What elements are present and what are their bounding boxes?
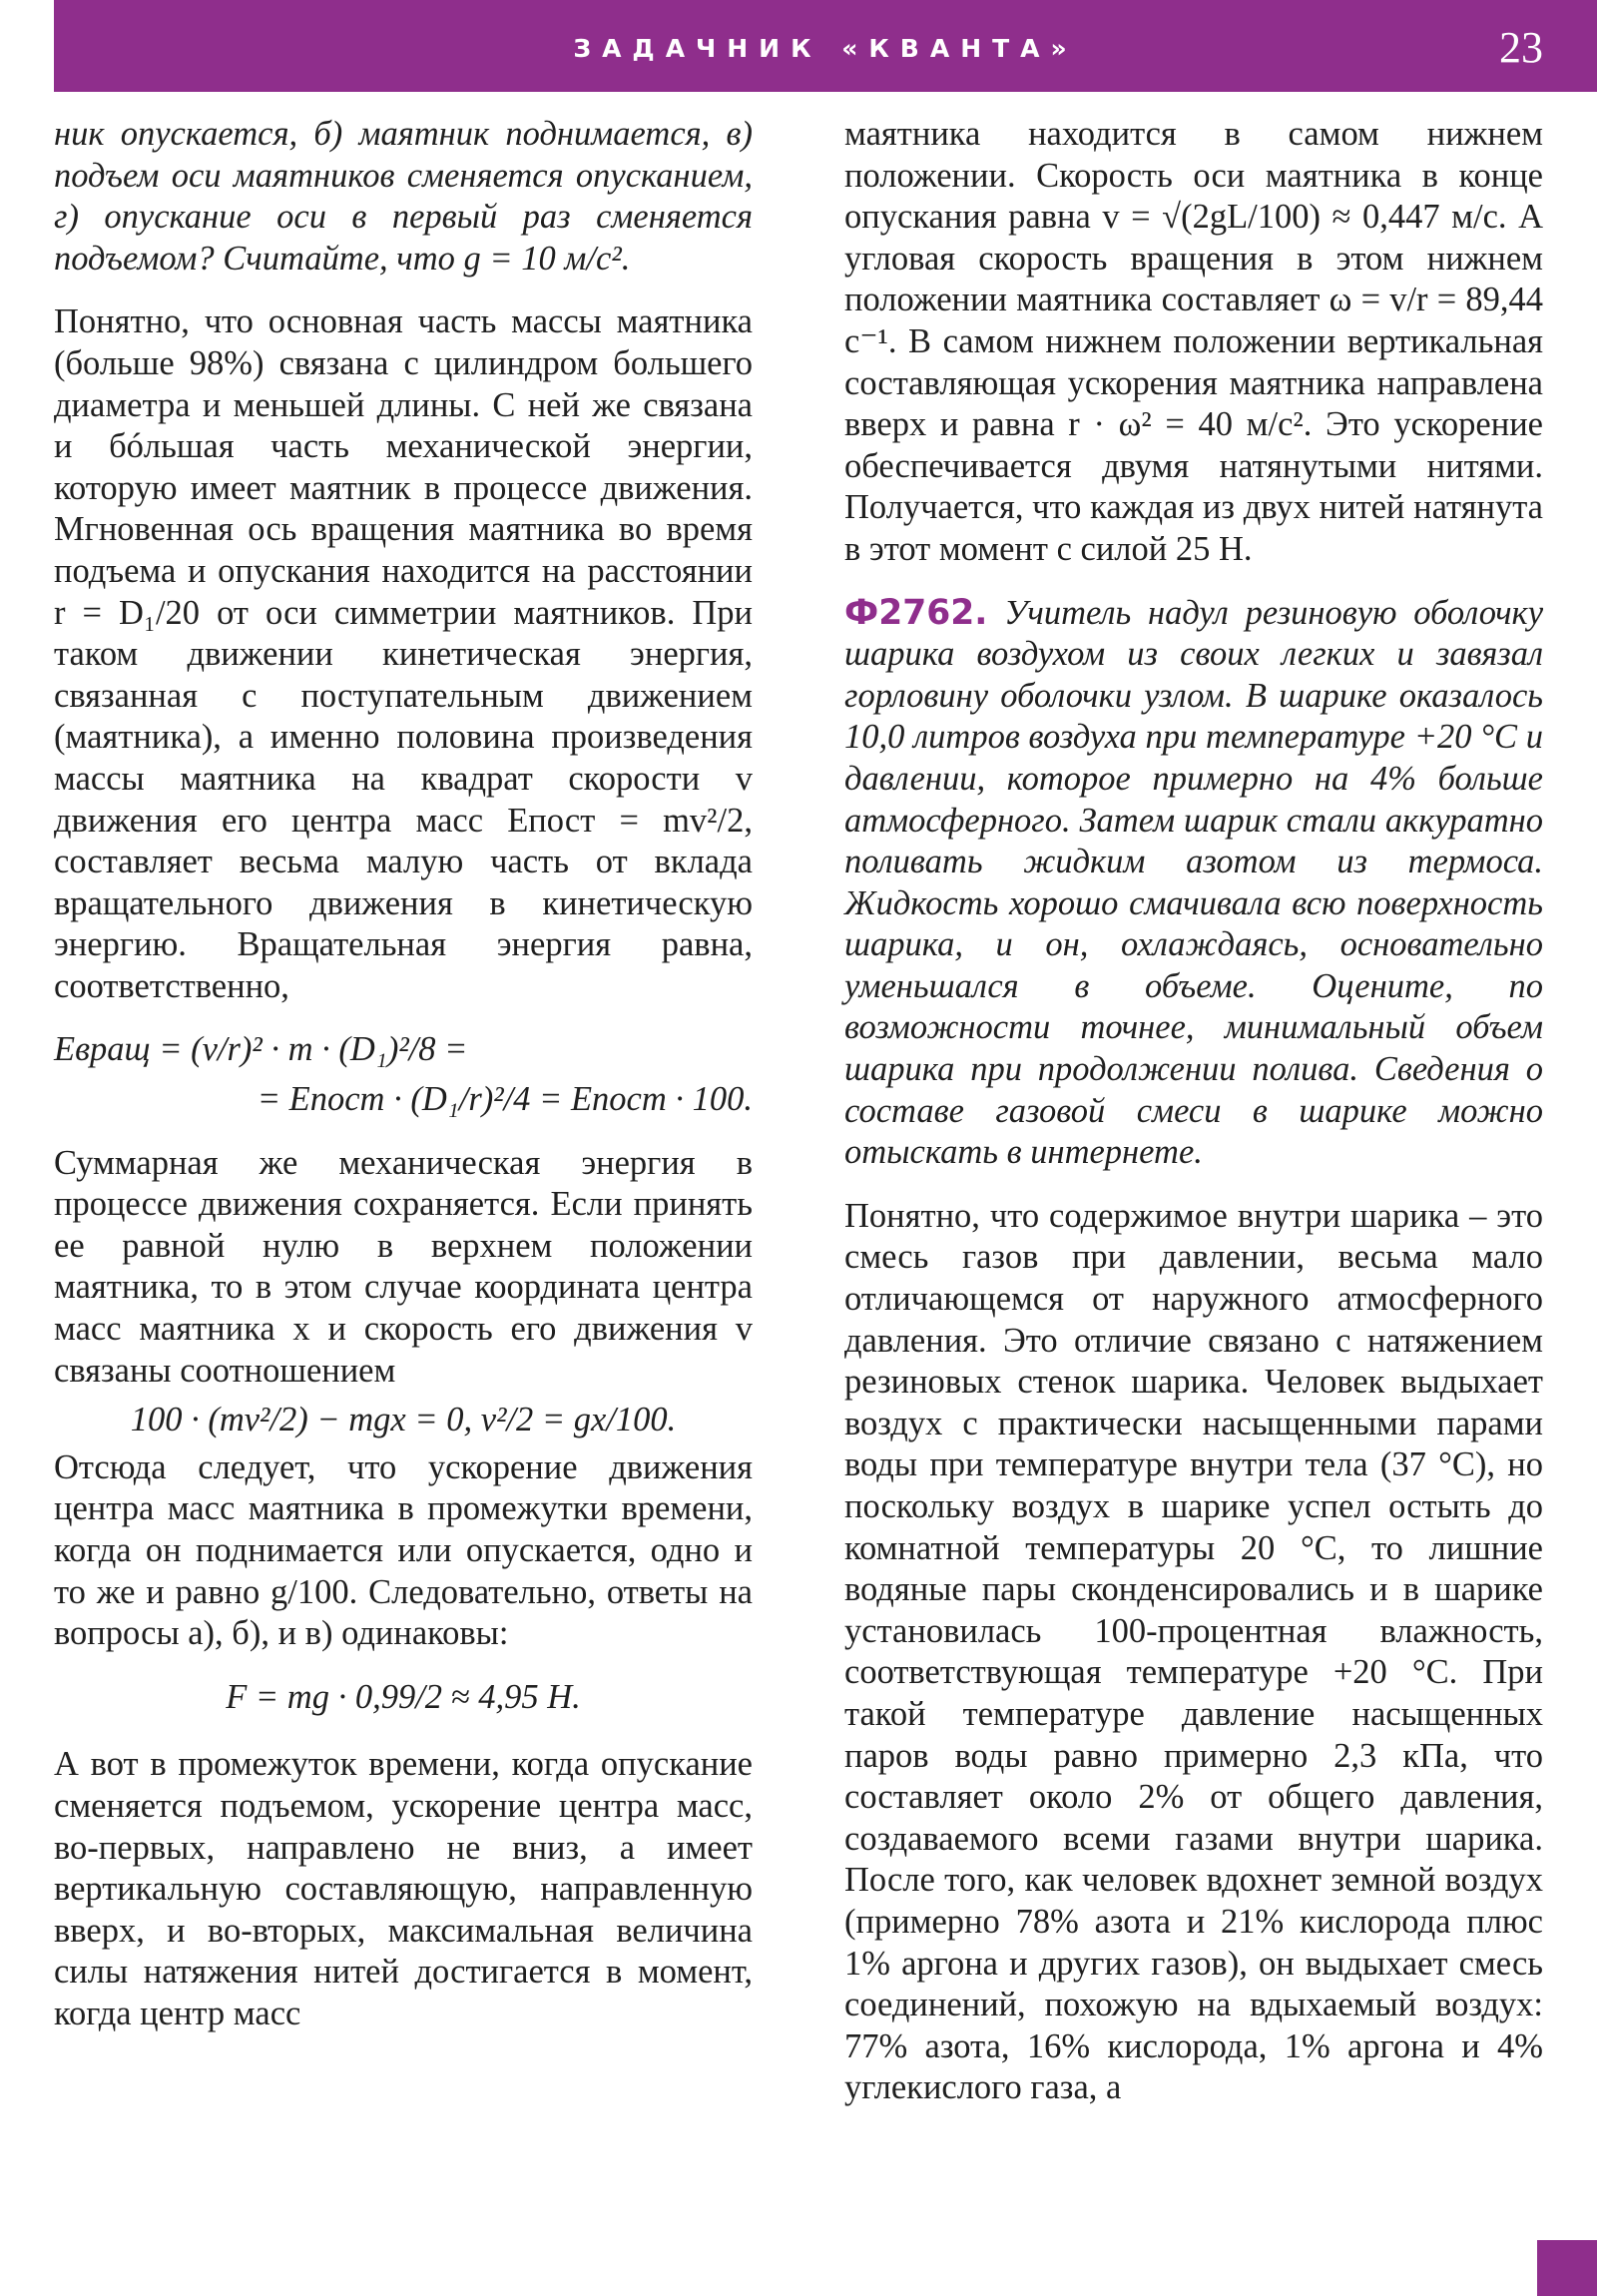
left-column [54,114,753,2057]
solution-paragraph-1: Понятно, что основная часть массы маятника (больше 98%) связана с цилиндром большего диаметра и меньшей длины. С ней же связана и бóльшая часть механической энергии, которую имеет маятник в процессе движения. Мгновенная ось вращения маятника во время подъема и опускания находится на расстоянии r = D₁/20 от оси симметрии маятников. При таком движении кинетическая энергия, связанная с поступательным движением (маятника), а именно половина произведения массы маятника на квадрат скорости v движения его центра масс Eпост = mv²/2, составляет весьма малую часть от вклада вращательного движения в кинетическую энергию. Вращательная энергия равна, соответственно, [54,302,753,1005]
problem-text: Учитель надул резиновую оболочку шарика воздухом из своих легких и завязал горловину оболочки узлом. В шарике оказалось 10,0 литров воздуха при температуре +20 °С и давлении, которое примерно на 4% больше атмосферного. Затем шарик стали аккуратно поливать жидким азотом из термоса. Жидкость хорошо смачивала всю поверхность шарика, и он, охлаждаясь, основательно уменьшался в объеме. Оцените, по возможности точнее, минимальный объем шарика при продолжении полива. Сведения о составе газовой смеси в шарике можно отыскать в интернете. [844,593,1544,1172]
page-number: 23 [1499,23,1543,72]
solution-paragraph-6: Понятно, что содержимое внутри шарика – это смесь газов при давлении, весьма мало отличающемся от наружного атмосферного давления. Это отличие связано с натяжением резиновых стенок шарика. Человек выдыхает воздух с практически насыщенными парами воды при температуре внутри тела (37 °С), но поскольку воздух в шарике успел остыть до комнатной температуры 20 °С, то лишние водяные пары сконденсировались и в шарике установилась 100-процентная влажность, соответствующая температуре +20 °С. При такой температуре давление насыщенных паров воды равно примерно 2,3 кПа, что составляет около 2% от общего давления, создаваемого всеми газами внутри шарика. После того, как человек вдохнет земной воздух (примерно 78% азота и 21% кислорода плюс 1% аргона и других газов), он выдыхает смесь соединений, похожую на вдыхаемый воздух: 77% азота, 16% кислорода, 1% аргона и 4% углекислого газа, а [844,1196,1543,2107]
problem-statement [844,593,1543,1174]
formula-rotational-energy [54,1029,753,1120]
journal-section-title: ЗАДАЧНИК «КВАНТА» [573,34,1078,63]
formula-line: = Eпост · (D₁/r)²/4 = Eпост · 100. [257,1080,753,1119]
page-corner-mark [1537,2240,1597,2296]
right-column [844,114,1543,2131]
solution-paragraph-4: А вот в промежуток времени, когда опускание сменяется подъемом, ускорение центра масс, во-первых, направлено не вниз, а имеет вертикальную составляющую, направленную вверх, и во-вторых, максимальная величина силы натяжения нитей достигается в момент, когда центр масс [54,1745,753,2032]
problem-continuation-text: ник опускается, б) маятник поднимается, в) подъем оси маятников сменяется опусканием, г) опускание оси в первый раз сменяется подъемом? Считайте, что g = 10 м/c². [54,115,753,278]
solution-paragraph-5: маятника находится в самом нижнем положении. Скорость оси маятника в конце опускания равна v = √(2gL/100) ≈ 0,447 м/с. А угловая скорость вращения в этом нижнем положении маятника составляет ω = v/r = 89,44 с⁻¹. В самом нижнем положении вертикальная составляющая ускорения маятника направлена вверх и равна r · ω² = 40 м/с². Это ускорение обеспечивается двумя натянутыми нитями. Получается, что каждая из двух нитей натянута в этот момент с силой 25 Н. [844,115,1543,568]
page-header [54,0,1597,92]
formula-line: Eвращ = (v/r)² · m · (D₁)²/8 = [54,1030,468,1069]
solution-paragraph-3: Отсюда следует, что ускорение движения центра масс маятника в промежутки времени, когда он поднимается или опускается, одно и то же и равно g/100. Следовательно, ответы на вопросы а), б), и в) одинаковы: [54,1447,753,1653]
formula-tension-force: F = mg · 0,99/2 ≈ 4,95 Н. [226,1677,581,1716]
problem-number: Ф2762. [844,592,988,633]
solution-paragraph-2: Суммарная же механическая энергия в процессе движения сохраняется. Если принять ее равной нулю в верхнем положении маятника, то в этом случае координата центра масс маятника x и скорость его движения v связаны соотношением [54,1143,753,1390]
formula-energy-balance: 100 · (mv²/2) − mgx = 0, v²/2 = gx/100. [130,1401,677,1439]
